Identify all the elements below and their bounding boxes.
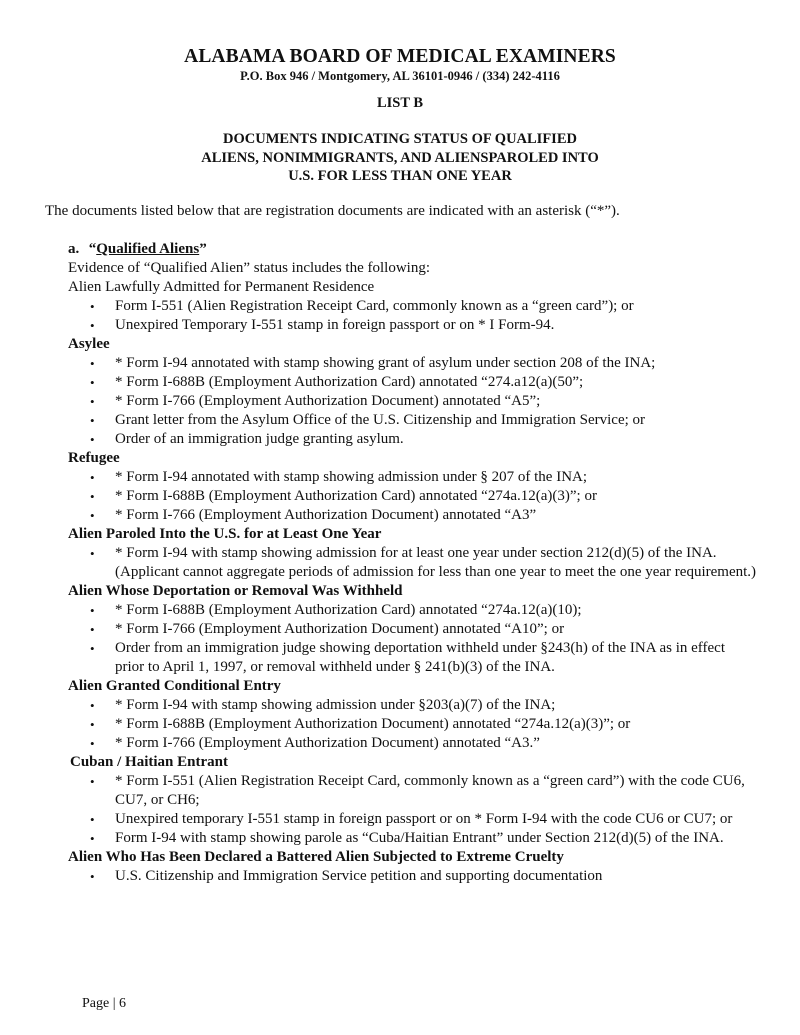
list-item-text: * Form I-766 (Employment Authorization Document) annotated “A3” [115, 507, 537, 523]
list-item-text: Form I-94 with stamp showing parole as “Cuba/Haitian Entrant” under Section 212(d)(5) of the INA. [115, 830, 724, 846]
list-item-text: * Form I-766 (Employment Authorization Document) annotated “A5”; [115, 393, 541, 409]
bullet-icon: • [90, 717, 95, 732]
list-item-text: U.S. Citizenship and Immigration Service petition and supporting documentation [115, 868, 603, 884]
list-item-text: Form I-551 (Alien Registration Receipt Card, commonly known as a “green card”); or [115, 298, 634, 314]
list-item [68, 734, 800, 753]
bullet-icon: • [90, 299, 95, 314]
list-item-text: * Form I-766 (Employment Authorization Document) annotated “A3.” [115, 735, 540, 751]
category-cuban-haitian-list [68, 772, 800, 848]
list-item-text-continued: prior to April 1, 1997, or removal withheld under § 241(b)(3) of the INA. [115, 659, 555, 675]
subtitle-line: ALIENS, NONIMMIGRANTS, AND ALIENSPAROLED INTO [201, 149, 599, 166]
list-item-text: Unexpired Temporary I-551 stamp in foreign passport or on * I Form-94. [115, 317, 555, 333]
bullet-icon: • [90, 546, 95, 561]
bullet-icon: • [90, 470, 95, 485]
bullet-icon: • [90, 812, 95, 827]
list-item [68, 430, 800, 449]
list-item [68, 354, 800, 373]
list-item [68, 620, 800, 639]
list-item [68, 810, 800, 829]
list-item [68, 316, 800, 335]
list-item-text: * Form I-94 with stamp showing admission for at least one year under section 212(d)(5) of the INA. [115, 545, 717, 561]
bullet-icon: • [90, 432, 95, 447]
section-open-quote: “ [88, 241, 97, 257]
list-item-text: Grant letter from the Asylum Office of the U.S. Citizenship and Immigration Service; or [115, 412, 646, 428]
section-heading-text: Qualified Aliens [96, 241, 200, 257]
list-item [68, 544, 800, 582]
subtitle-line: DOCUMENTS INDICATING STATUS OF QUALIFIED [223, 131, 577, 147]
evidence-line: Evidence of “Qualified Alien” status includes the following: [68, 260, 430, 276]
list-item [68, 601, 800, 620]
category-withheld-list [68, 601, 800, 677]
bullet-icon: • [90, 622, 95, 637]
list-item [68, 297, 800, 316]
bullet-icon: • [90, 641, 95, 656]
category-paroled-list [68, 544, 800, 582]
section-heading [68, 240, 800, 259]
list-item [68, 411, 800, 430]
list-item [68, 772, 800, 810]
list-item [68, 696, 800, 715]
bullet-icon: • [90, 413, 95, 428]
category-conditional-entry-list [68, 696, 800, 753]
list-item [68, 715, 800, 734]
bullet-icon: • [90, 698, 95, 713]
list-label: LIST B [376, 95, 424, 111]
list-item [68, 867, 800, 886]
category-cuban-haitian-title: Cuban / Haitian Entrant [70, 754, 228, 770]
bullet-icon: • [90, 736, 95, 751]
list-item [68, 506, 800, 525]
document-subtitle [0, 130, 800, 186]
list-item-text-continued: CU7, or CH6; [115, 792, 200, 808]
bullet-icon: • [90, 774, 95, 789]
list-item-text: * Form I-94 annotated with stamp showing admission under § 207 of the INA; [115, 469, 588, 485]
bullet-icon: • [90, 508, 95, 523]
bullet-icon: • [90, 375, 95, 390]
list-item-text: Unexpired temporary I-551 stamp in foreign passport or on * Form I-94 with the code CU6 or CU7; or [115, 811, 733, 827]
list-item [68, 487, 800, 506]
list-item-text: * Form I-94 annotated with stamp showing grant of asylum under section 208 of the INA; [115, 355, 656, 371]
section-close-quote: ” [199, 241, 207, 257]
bullet-icon: • [90, 869, 95, 884]
bullet-icon: • [90, 356, 95, 371]
list-item [68, 373, 800, 392]
board-address: P.O. Box 946 / Montgomery, AL 36101-0946 / (334) 242-4116 [240, 69, 560, 83]
bullet-icon: • [90, 603, 95, 618]
bullet-icon: • [90, 489, 95, 504]
category-conditional-entry-title: Alien Granted Conditional Entry [68, 678, 281, 694]
list-item-text: * Form I-688B (Employment Authorization Card) annotated “274a.12(a)(10); [115, 602, 582, 618]
category-withheld-title: Alien Whose Deportation or Removal Was Withheld [68, 583, 403, 599]
subtitle-line: U.S. FOR LESS THAN ONE YEAR [288, 168, 512, 184]
list-item-text: * Form I-688B (Employment Authorization Card) annotated “274a.12(a)(3)”; or [115, 488, 597, 504]
list-item-text: Order from an immigration judge showing deportation withheld under §243(h) of the INA as in effect [115, 640, 725, 656]
category-asylee-title: Asylee [68, 336, 110, 352]
list-item-text: * Form I-766 (Employment Authorization Document) annotated “A10”; or [115, 621, 565, 637]
intro-paragraph: The documents listed below that are registration documents are indicated with an asterisk (“*”). [45, 203, 620, 219]
bullet-icon: • [90, 831, 95, 846]
list-item [68, 468, 800, 487]
list-item-text: * Form I-688B (Employment Authorization Document) annotated “274a.12(a)(3)”; or [115, 716, 631, 732]
section-qualified-aliens [68, 240, 800, 886]
list-item-text: * Form I-688B (Employment Authorization Card) annotated “274.a12(a)(50”; [115, 374, 584, 390]
category-refugee-title: Refugee [68, 450, 120, 466]
category-permanent-residence-list [68, 297, 800, 335]
list-item-text: Order of an immigration judge granting asylum. [115, 431, 404, 447]
section-number: a. [68, 241, 80, 257]
bullet-icon: • [90, 394, 95, 409]
category-permanent-residence-title: Alien Lawfully Admitted for Permanent Residence [68, 279, 375, 295]
list-item-text: * Form I-94 with stamp showing admission under §203(a)(7) of the INA; [115, 697, 556, 713]
category-battered-alien-list [68, 867, 800, 886]
list-item [68, 392, 800, 411]
list-item-text: * Form I-551 (Alien Registration Receipt Card, commonly known as a “green card”) with the code CU6, [115, 773, 745, 789]
list-item [68, 639, 800, 677]
category-battered-alien-title: Alien Who Has Been Declared a Battered Alien Subjected to Extreme Cruelty [68, 849, 564, 865]
list-item [68, 829, 800, 848]
document-title: ALABAMA BOARD OF MEDICAL EXAMINERS [184, 46, 616, 67]
category-asylee-list [68, 354, 800, 449]
bullet-icon: • [90, 318, 95, 333]
page-number: Page | 6 [82, 996, 127, 1011]
category-paroled-title: Alien Paroled Into the U.S. for at Least One Year [68, 526, 382, 542]
list-item-text-continued: (Applicant cannot aggregate periods of admission for less than one year to meet the one year requirement.) [115, 564, 757, 580]
category-refugee-list [68, 468, 800, 525]
